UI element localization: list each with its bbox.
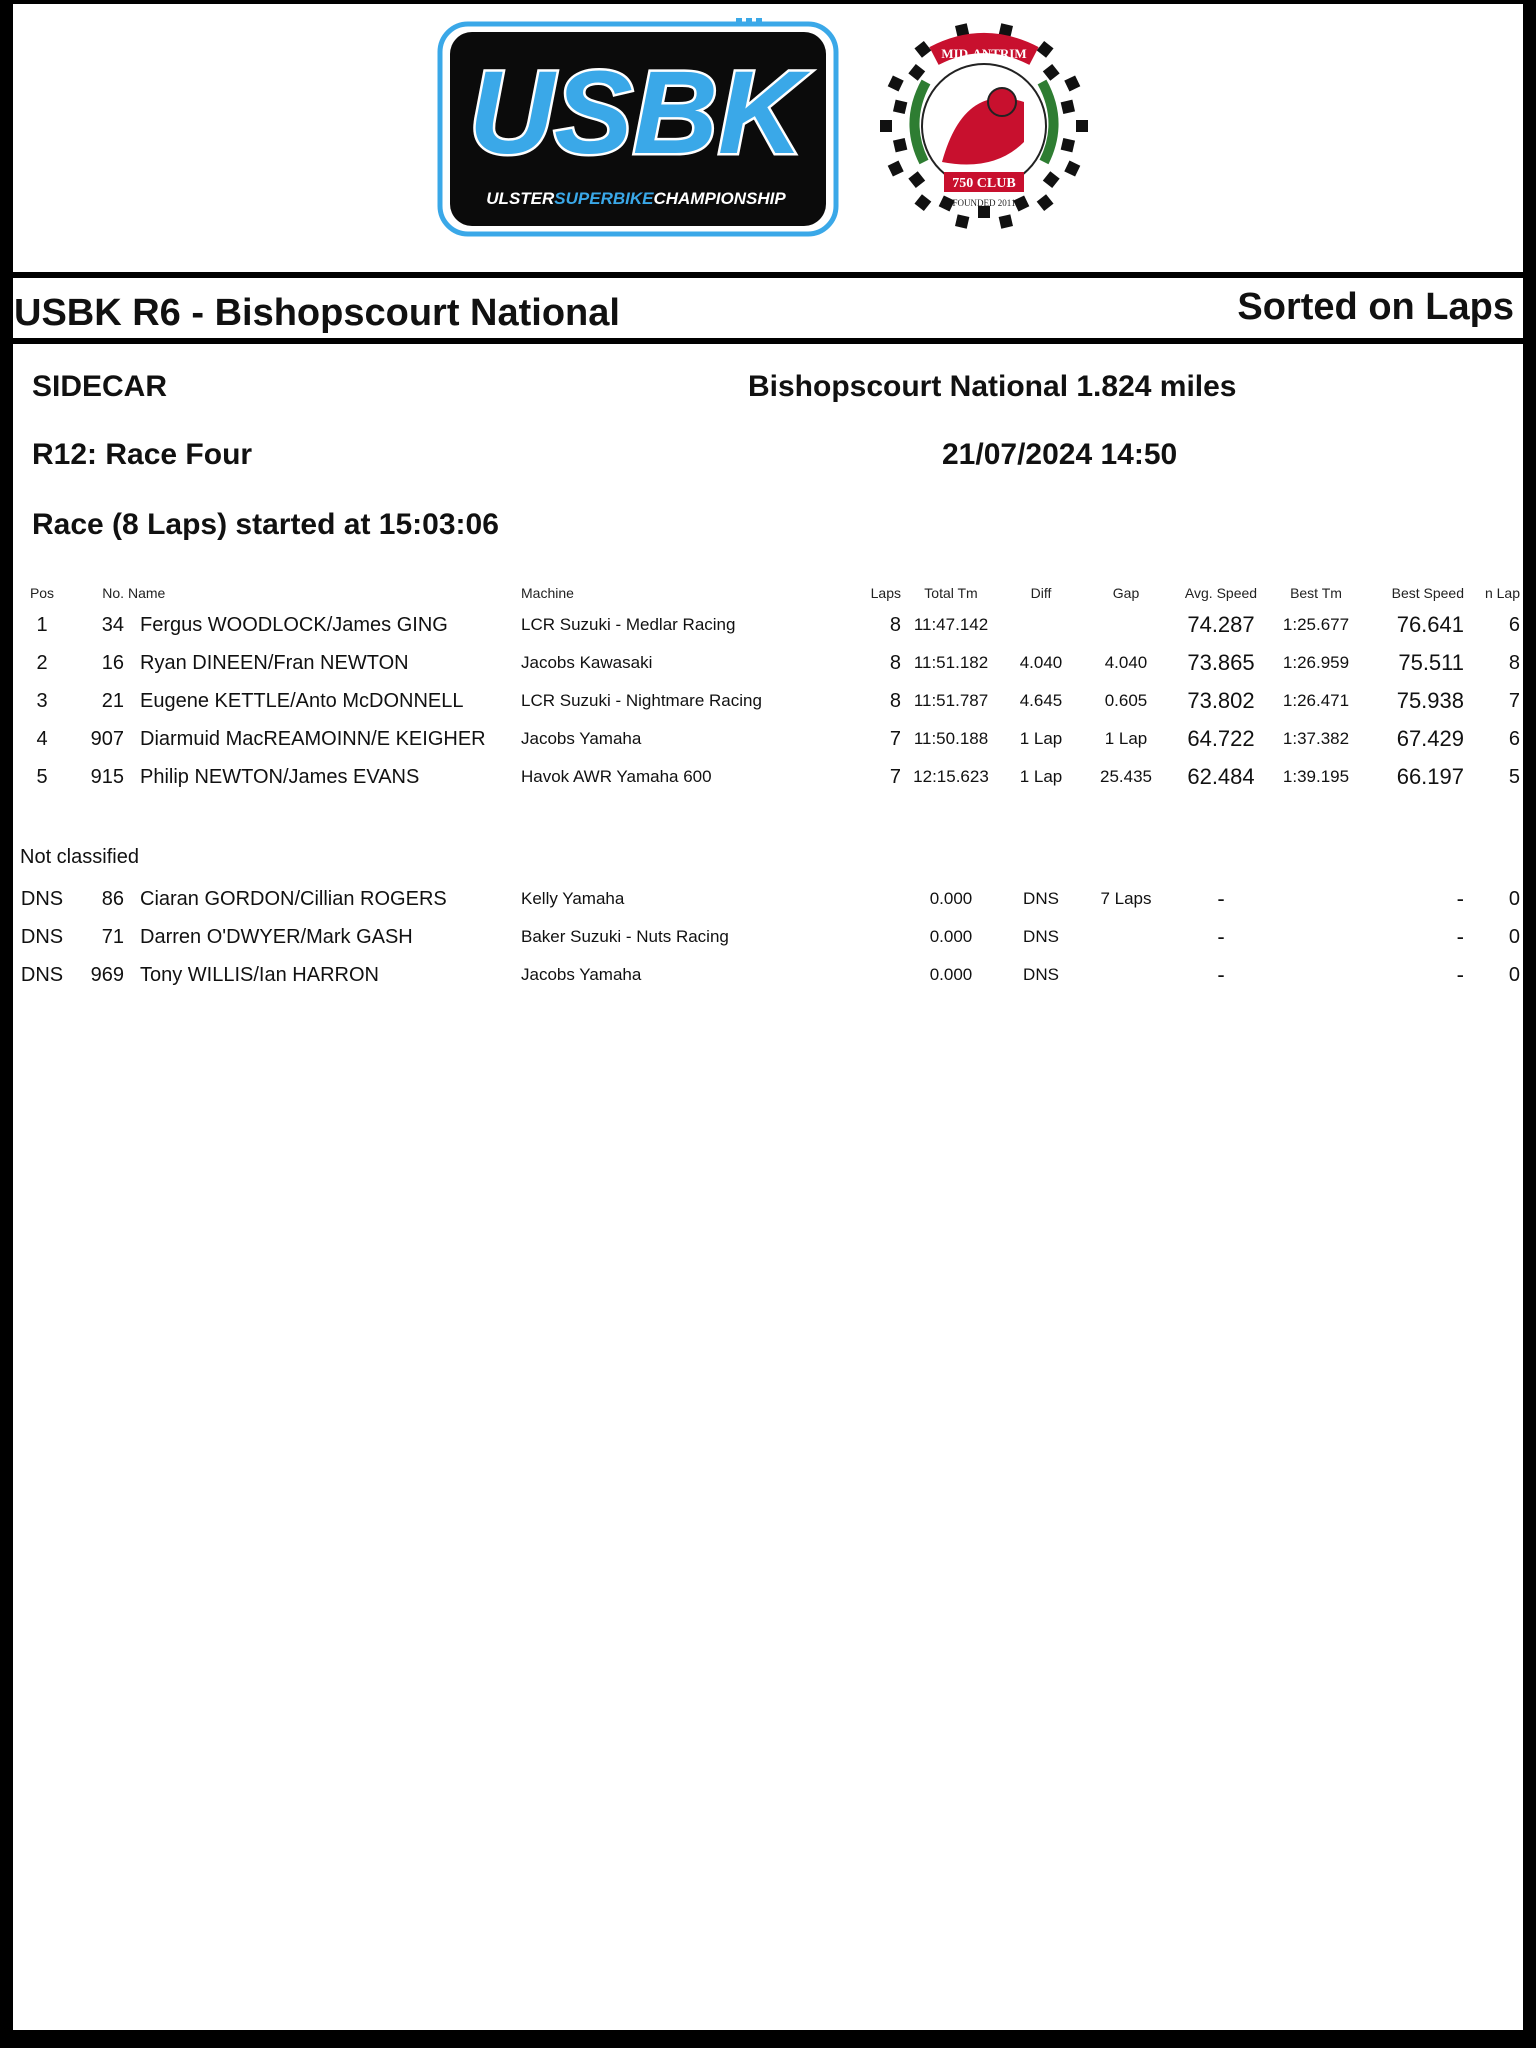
result-row [20,606,1520,644]
cell-machine: Jacobs Yamaha [521,729,642,748]
title-bar [0,272,1536,344]
cell-avg: 73.865 [1187,650,1255,675]
cell-on-lap: 0 [1508,925,1520,948]
club-bottom-text: 750 CLUB [952,176,1016,191]
usbk-logo [436,18,840,238]
cell-best-speed: 75.511 [1398,650,1464,675]
cell-laps [839,918,901,956]
result-row [20,758,1520,796]
not-classified-body [20,880,1520,994]
cell-gap [1081,956,1171,994]
cell-pos: 5 [36,765,48,788]
result-row [20,682,1520,720]
cell-name: Eugene KETTLE/Anto McDONNELL [140,689,464,712]
results-table [20,580,1520,796]
frame-bottom [0,2030,1536,2048]
cell-gap [1081,606,1171,644]
cell-laps [839,880,901,918]
cell-best-tm: 1:26.471 [1282,691,1350,710]
cell-no: 21 [101,689,124,712]
cell-name: Fergus WOODLOCK/James GING [140,613,448,636]
race-start: Race (8 Laps) started at 15:03:06 [32,508,499,541]
cell-name: Ciaran GORDON/Cillian ROGERS [140,887,447,910]
not-classified-label: Not classified [20,846,139,868]
club-founded-text: FOUNDED 2011 [952,198,1016,208]
result-row [20,720,1520,758]
cell-diff: 1 Lap [1019,729,1063,748]
cell-name: Philip NEWTON/James EVANS [140,765,420,788]
cell-laps: 8 [889,689,901,712]
cell-gap: 25.435 [1100,767,1152,786]
cell-best-tm: 1:25.677 [1282,615,1350,634]
cell-diff: 4.645 [1019,691,1063,710]
sort-label: Sorted on Laps [1237,286,1514,328]
cell-total: 12:15.623 [913,767,989,786]
cell-total: 0.000 [929,927,973,946]
cell-laps: 7 [889,727,901,750]
header-row [20,580,1520,606]
cell-avg: - [1217,924,1225,949]
race-datetime: 21/07/2024 14:50 [942,438,1178,471]
page-title: USBK R6 - Bishopscourt National [14,292,620,334]
cell-gap: 1 Lap [1104,729,1148,748]
cell-machine: Baker Suzuki - Nuts Racing [521,927,729,946]
col-no: No. [102,585,124,601]
cell-pos: 1 [36,613,48,636]
cell-best-tm [1271,956,1361,994]
cell-machine: Jacobs Kawasaki [521,653,653,672]
col-best-speed: Best Speed [1391,585,1464,601]
cell-no: 16 [101,651,124,674]
cell-gap: 0.605 [1104,691,1148,710]
cell-on-lap: 6 [1508,727,1520,750]
cell-on-lap: 5 [1508,765,1520,788]
col-gap: Gap [1112,585,1140,601]
cell-best-speed: - [1456,886,1464,911]
cell-total: 11:51.787 [913,691,989,710]
cell-diff [1001,606,1081,644]
usbk-wordmark: USBK [468,47,804,179]
cell-pos: DNS [20,925,64,948]
cell-no: 969 [90,963,124,986]
cell-laps: 8 [889,613,901,636]
col-name: Name [128,585,166,601]
cell-pos: 2 [36,651,48,674]
logo-banner [0,8,1536,238]
cell-best-speed: 76.641 [1396,612,1464,637]
cell-total: 0.000 [929,889,973,908]
cell-no: 34 [101,613,124,636]
cell-pos: 3 [36,689,48,712]
race-name: R12: Race Four [32,438,253,471]
cell-machine: LCR Suzuki - Nightmare Racing [521,691,762,710]
cell-machine: Jacobs Yamaha [521,965,642,984]
cell-on-lap: 6 [1508,613,1520,636]
results-body [20,606,1520,796]
cell-best-tm [1271,880,1361,918]
cell-laps: 8 [889,651,901,674]
cell-best-tm [1271,918,1361,956]
not-classified-row [20,880,1520,918]
cell-best-speed: - [1456,924,1464,949]
cell-best-tm: 1:39.195 [1282,767,1350,786]
cell-no: 86 [101,887,124,910]
cell-machine: Kelly Yamaha [521,889,625,908]
cell-avg: 74.287 [1187,612,1255,637]
cell-total: 11:50.188 [913,729,989,748]
cell-no: 71 [101,925,124,948]
cell-gap [1081,918,1171,956]
cell-total: 0.000 [929,965,973,984]
cell-name: Darren O'DWYER/Mark GASH [140,925,413,948]
cell-no: 915 [90,765,124,788]
cell-best-tm: 1:26.959 [1282,653,1350,672]
col-best-tm: Best Tm [1290,585,1342,601]
cell-on-lap: 8 [1508,651,1520,674]
not-classified-row [20,956,1520,994]
class-name: SIDECAR [32,370,168,403]
result-row [20,644,1520,682]
cell-machine: LCR Suzuki - Medlar Racing [521,615,736,634]
cell-best-tm: 1:37.382 [1282,729,1350,748]
col-diff: Diff [1030,585,1052,601]
cell-name: Ryan DINEEN/Fran NEWTON [140,651,409,674]
cell-best-speed: 66.197 [1396,764,1464,789]
cell-diff: 1 Lap [1019,767,1063,786]
cell-diff: DNS [1023,889,1059,908]
cell-best-speed: - [1456,962,1464,987]
cell-name: Tony WILLIS/Ian HARRON [140,963,379,986]
col-pos: Pos [29,585,55,601]
circuit-info: Bishopscourt National 1.824 miles [748,370,1237,403]
usbk-subtitle: ULSTERSUPERBIKECHAMPIONSHIP [486,189,786,208]
cell-gap: 7 Laps [1100,889,1152,908]
cell-avg: 64.722 [1187,726,1255,751]
cell-diff: 4.040 [1019,653,1063,672]
cell-name: Diarmuid MacREAMOINN/E KEIGHER [140,727,486,750]
col-laps: Laps [870,585,901,601]
cell-pos: 4 [36,727,48,750]
col-machine: Machine [521,585,574,601]
cell-on-lap: 0 [1508,963,1520,986]
cell-avg: 73.802 [1187,688,1255,713]
cell-diff: DNS [1023,927,1059,946]
cell-avg: - [1217,962,1225,987]
col-total: Total Tm [924,585,978,601]
frame-top [0,0,1536,4]
cell-gap: 4.040 [1104,653,1148,672]
cell-pos: DNS [20,887,64,910]
cell-total: 11:47.142 [913,615,989,634]
cell-on-lap: 7 [1508,689,1520,712]
cell-diff: DNS [1023,965,1059,984]
not-classified-table [20,880,1520,994]
club-top-text: MID-ANTRIM [941,46,1027,61]
cell-best-speed: 75.938 [1396,688,1464,713]
col-avg: Avg. Speed [1184,585,1258,601]
cell-laps: 7 [889,765,901,788]
cell-pos: DNS [20,963,64,986]
not-classified-row [20,918,1520,956]
club-logo [874,12,1094,242]
cell-no: 907 [90,727,124,750]
cell-avg: - [1217,886,1225,911]
cell-on-lap: 0 [1508,887,1520,910]
cell-avg: 62.484 [1187,764,1255,789]
cell-machine: Havok AWR Yamaha 600 [521,767,712,786]
cell-total: 11:51.182 [913,653,989,672]
cell-laps [839,956,901,994]
col-on-lap: n Lap [1484,585,1520,601]
cell-best-speed: 67.429 [1396,726,1464,751]
